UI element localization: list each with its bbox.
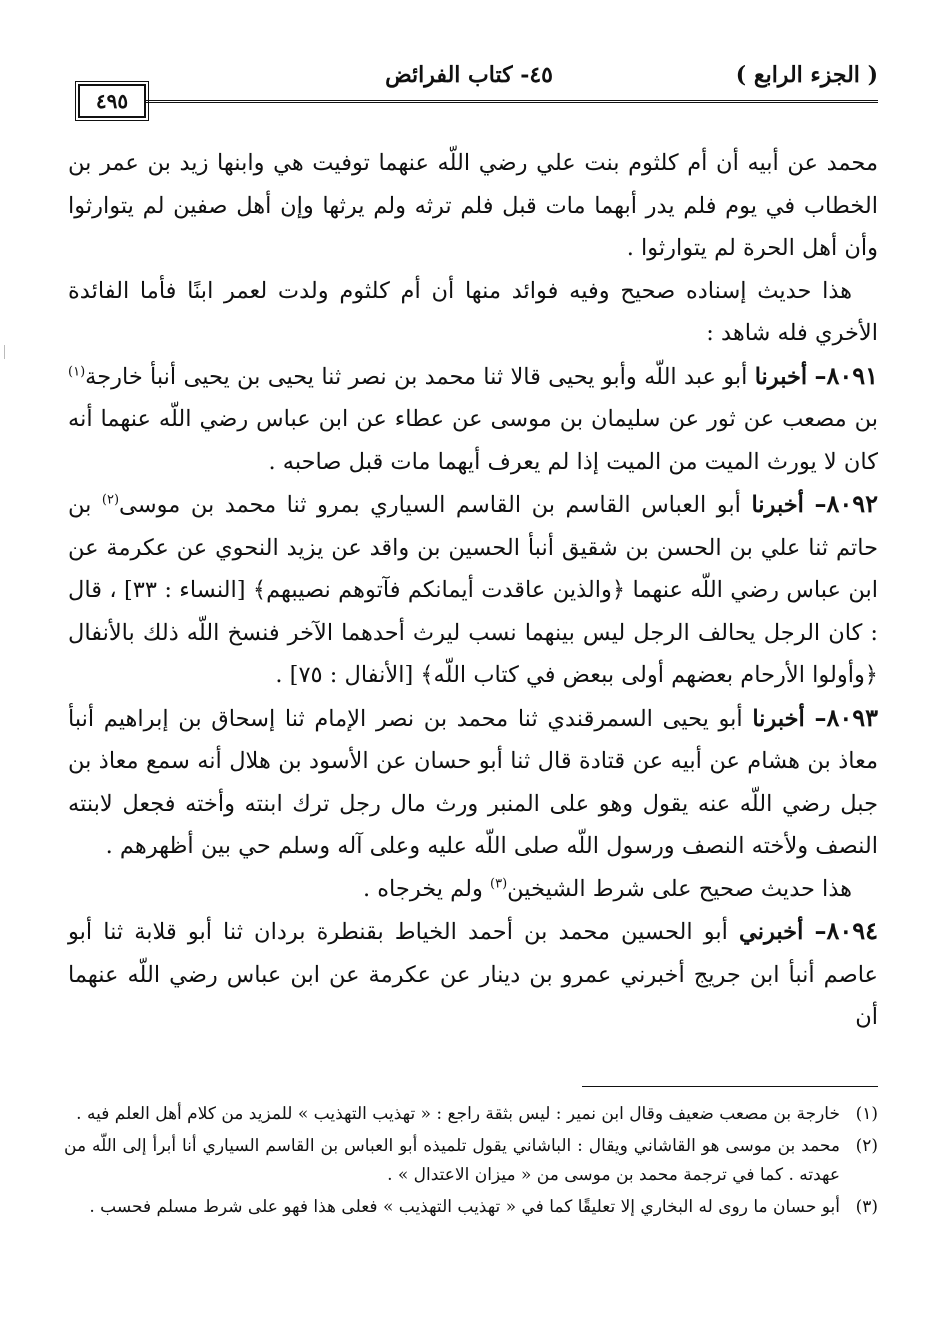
page-number-box bbox=[78, 84, 146, 118]
footnote-text: محمد بن موسى هو القاشاني ويقال : الباشاني يقول تلميذه أبو العباس بن القاسم السياري أنا أبرأ إلى اللّه من عهدته . كما في ترجمة محمد بن موسى من « ميزان الاعتدال » . bbox=[64, 1136, 840, 1185]
hadith-text: بن مصعب عن ثور عن سليمان بن موسى عن عطاء عن ابن عباس رضي اللّه عنهما أنه كان لا يورث الميت من الميت إذا لم يعرف أيهما مات قبل صاحبه . bbox=[68, 406, 878, 475]
hadith-text: أبو يحيى السمرقندي ثنا محمد بن نصر الإمام ثنا إسحاق بن إبراهيم أنبأ معاذ بن هشام عن أبيه عن قتادة قال ثنا أبو حسان عن الأسود بن هلال أنه سمع معاذ بن جبل رضي اللّه عنه يقول وهو على المنبر ورث مال رجل ترك ابنته وأخته فجعل لابنته النصف ولأخته النصف ورسول اللّه صلى اللّه عليه وعلى آله وسلم حي بين أظهرهم . bbox=[68, 705, 878, 859]
hadith-8094 bbox=[68, 910, 878, 1039]
footnote-text: أبو حسان ما روى له البخاري إلا تعليقًا كما في « تهذيب التهذيب » فعلى هذا فهو على شرط مسلم فحسب . bbox=[89, 1197, 840, 1217]
chapter-title: ٤٥- كتاب الفرائض bbox=[385, 62, 553, 88]
transmission-word: أخبرنا bbox=[751, 492, 804, 518]
footnote-ref[interactable]: (٣) bbox=[490, 876, 508, 891]
transmission-word: أخبرنا bbox=[754, 363, 808, 390]
footnote-text: خارجة بن مصعب ضعيف وقال ابن نمير : ليس بثقة راجع : « تهذيب التهذيب » للمزيد من كلام أهل العلم فيه . bbox=[76, 1104, 840, 1124]
hadith-text: أبو الحسين محمد بن أحمد الخياط بقنطرة بردان ثنا أبو قلابة ثنا أبو عاصم أنبأ ابن جريج أخبرني عمرو بن دينار عن عكرمة عن ابن عباس رضي اللّه عنهما أن bbox=[68, 919, 878, 1030]
scan-mark bbox=[4, 345, 5, 359]
running-header bbox=[78, 62, 878, 113]
grading-note bbox=[68, 868, 878, 911]
grading-text: ولم يخرجاه . bbox=[362, 875, 483, 902]
hadith-8093 bbox=[68, 697, 878, 868]
hadith-number: ٨٠٩٢– bbox=[814, 489, 878, 518]
footnote-number: (١) bbox=[855, 1104, 878, 1124]
page-number: ٤٩٥ bbox=[95, 89, 129, 113]
hadith-number: ٨٠٩١– bbox=[814, 360, 879, 390]
transmission-word: أخبرنا bbox=[752, 705, 805, 732]
footnote-number: (٣) bbox=[855, 1197, 878, 1217]
hadith-number: ٨٠٩٣– bbox=[814, 702, 878, 732]
transmission-word: أخبرني bbox=[738, 919, 804, 945]
footnote-2 bbox=[64, 1132, 878, 1190]
grading-text: هذا حديث صحيح على شرط الشيخين bbox=[507, 875, 852, 902]
footnote-3 bbox=[64, 1193, 878, 1222]
footnote-separator bbox=[582, 1086, 878, 1087]
hadith-text: بن حاتم ثنا علي بن الحسن بن شقيق أنبأ الحسين بن واقد عن يزيد النحوي عن عكرمة عن ابن عباس رضي اللّه عنهما ﴿والذين عاقدت أيمانكم فآتوهم نصيبهم﴾ [النساء : ٣٣] ، قال : كان الرجل يحالف الرجل ليس بينهما نسب ليرث أحدهما الآخر فنسخ اللّه ذلك بالأنفال ﴿وأولوا الأرحام بعضهم أولى ببعض في كتاب اللّه﴾ [الأنفال : ٧٥] . bbox=[68, 492, 878, 688]
hadith-text: أبو العباس القاسم بن القاسم السياري بمرو ثنا محمد بن موسى bbox=[119, 492, 741, 518]
footnote-1 bbox=[64, 1100, 878, 1129]
hadith-8091 bbox=[68, 355, 878, 484]
volume-title: ( الجزء الرابع ) bbox=[735, 62, 878, 88]
footnote-ref[interactable]: (١) bbox=[68, 364, 86, 379]
footnote-ref[interactable]: (٢) bbox=[101, 492, 120, 508]
paragraph-continuation: محمد عن أبيه أن أم كلثوم بنت علي رضي اللّه عنهما توفيت هي وابنها زيد بن عمر بن الخطاب في يوم فلم يدر أبهما مات قبل فلم ترثه ولم يرثها وإن أهل صفين لم يتوارثوا وأن أهل الحرة لم يتوارثوا . bbox=[68, 150, 878, 261]
hadith-8092 bbox=[68, 483, 878, 697]
footnotes bbox=[64, 1100, 878, 1225]
header-rule bbox=[146, 100, 878, 103]
hadith-number: ٨٠٩٤– bbox=[814, 916, 878, 945]
footnote-number: (٢) bbox=[855, 1136, 878, 1156]
main-text bbox=[68, 142, 878, 1039]
paragraph-commentary: هذا حديث إسناده صحيح وفيه فوائد منها أن أم كلثوم ولدت لعمر ابنًا فأما الفائدة الأخري فله شاهد : bbox=[68, 277, 878, 346]
hadith-text: أبو عبد اللّه وأبو يحيى قالا ثنا محمد بن نصر ثنا يحيى بن يحيى أنبأ خارجة bbox=[85, 363, 748, 390]
